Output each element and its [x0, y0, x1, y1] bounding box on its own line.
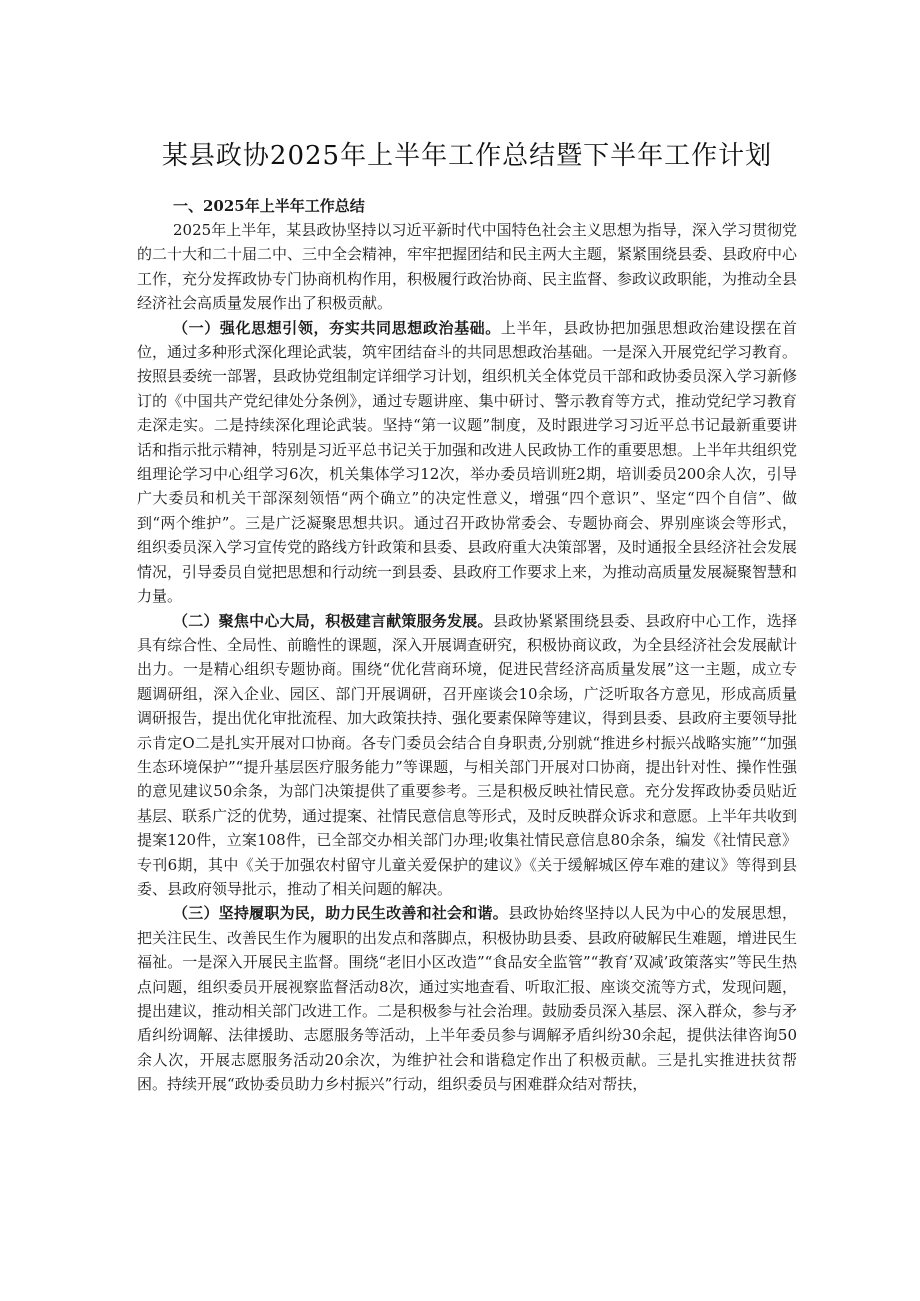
item-2-body: 县政协紧紧围绕县委、县政府中心工作，选择具有综合性、全局性、前瞻性的课题，深入开展调查研究，积极协商议政，为全县经济社会发展献计出力。一是精心组织专题协商。围绕“优化营商环境，促进民营经济高质量发展”这一主题，成立专题调研组，深入企业、园区、部门开展调研，召开座谈会10余场，广泛听取各方意见，形成高质量调研报告，提出优化审批流程、加大政策扶持、强化要素保障等建议，得到县委、县政府主要领导批示肯定O二是扎实开展对口协商。各专门委员会结合自身职责,分别就“推进乡村振兴战略实施”“加强生态环境保护”“提升基层医疗服务能力”等课题，与相关部门开展对口协商，提出针对性、操作性强的意见建议50余条，为部门决策提供了重要参考。三是积极反映社情民意。充分发挥政协委员贴近基层、联系广泛的优势，通过提案、社情民意信息等形式，及时反映群众诉求和意愿。上半年共收到提案120件，立案108件，已全部交办相关部门办理;收集社情民意信息80余条，编发《社情民意》专刊6期，其中《关于加强农村留守儿童关爱保护的建议》《关于缓解城区停车难的建议》等得到县委、县政府领导批示，推动了相关问题的解决。	[137, 611, 798, 898]
item-3-body: 县政协始终坚持以人民为中心的发展思想，把关注民生、改善民生作为履职的出发点和落脚点，积极协助县委、县政府破解民生难题，增进民生福祉。一是深入开展民主监督。围绕“老旧小区改造”“食品安全监管”“教育’双减’政策落实”等民生热点问题，组织委员开展视察监督活动8次，通过实地查看、听取汇报、座谈交流等方式，发现问题，提出建议，推动相关部门改进工作。二是积极参与社会治理。鼓励委员深入基层、深入群众，参与矛盾纠纷调解、法律援助、志愿服务等活动，上半年委员参与调解矛盾纠纷30余起，提供法律咨询50余人次，开展志愿服务活动20余次，为维护社会和谐稳定作出了积极贡献。三是扎实推进扶贫帮困。持续开展“政协委员助力乡村振兴”行动，组织委员与困难群众结对帮扶，	[137, 904, 798, 1094]
item-3-heading: （三）坚持履职为民，助力民生改善和社会和谐。	[173, 904, 508, 923]
item-1-heading: （一）强化思想引领，夯实共同思想政治基础。	[173, 318, 501, 337]
document-page	[137, 0, 797, 1301]
item-3-paragraph	[137, 901, 797, 1096]
item-2-heading: （二）聚焦中心大局，积极建言献策服务发展。	[173, 611, 493, 630]
item-1-body: 上半年，县政协把加强思想政治建设摆在首位，通过多种形式深化理论武装，筑牢团结奋斗的共同思想政治基础。一是深入开展党纪学习教育。按照县委统一部署，县政协党组制定详细学习计划，组织机关全体党员干部和政协委员深入学习新修订的《中国共产党纪律处分条例》，通过专题讲座、集中研讨、警示教育等方式，推动党纪学习教育走深走实。二是持续深化理论武装。坚持“第一议题”制度，及时跟进学习习近平总书记最新重要讲话和指示批示精神，特别是习近平总书记关于加强和改进人民政协工作的重要思想。上半年共组织党组理论学习中心组学习6次，机关集体学习12次，举办委员培训班2期，培训委员200余人次，引导广大委员和机关干部深刻领悟“两个确立”的决定性意义，增强“四个意识”、坚定“四个自信”、做到“两个维护”。三是广泛凝聚思想共识。通过召开政协常委会、专题协商会、界别座谈会等形式，组织委员深入学习宣传党的路线方针政策和县委、县政府重大决策部署，及时通报全县经济社会发展情况，引导委员自觉把思想和行动统一到县委、县政府工作要求上来，为推动高质量发展凝聚智慧和力量。	[137, 318, 798, 606]
section-heading-summary: 一、2025年上半年工作总结	[173, 197, 365, 215]
item-1-paragraph	[137, 316, 797, 609]
document-title: 某县政协2025年上半年工作总结暨下半年工作计划	[161, 141, 773, 171]
item-2-paragraph	[137, 609, 797, 902]
intro-paragraph: 2025年上半年，某县政协坚持以习近平新时代中国特色社会主义思想为指导，深入学习贯彻党的二十大和二十届二中、三中全会精神，牢牢把握团结和民主两大主题，紧紧围绕县委、县政府中心工作，充分发挥政协专门协商机构作用，积极履行政治协商、民主监督、参政议政职能，为推动全县经济社会高质量发展作出了积极贡献。	[137, 221, 798, 313]
